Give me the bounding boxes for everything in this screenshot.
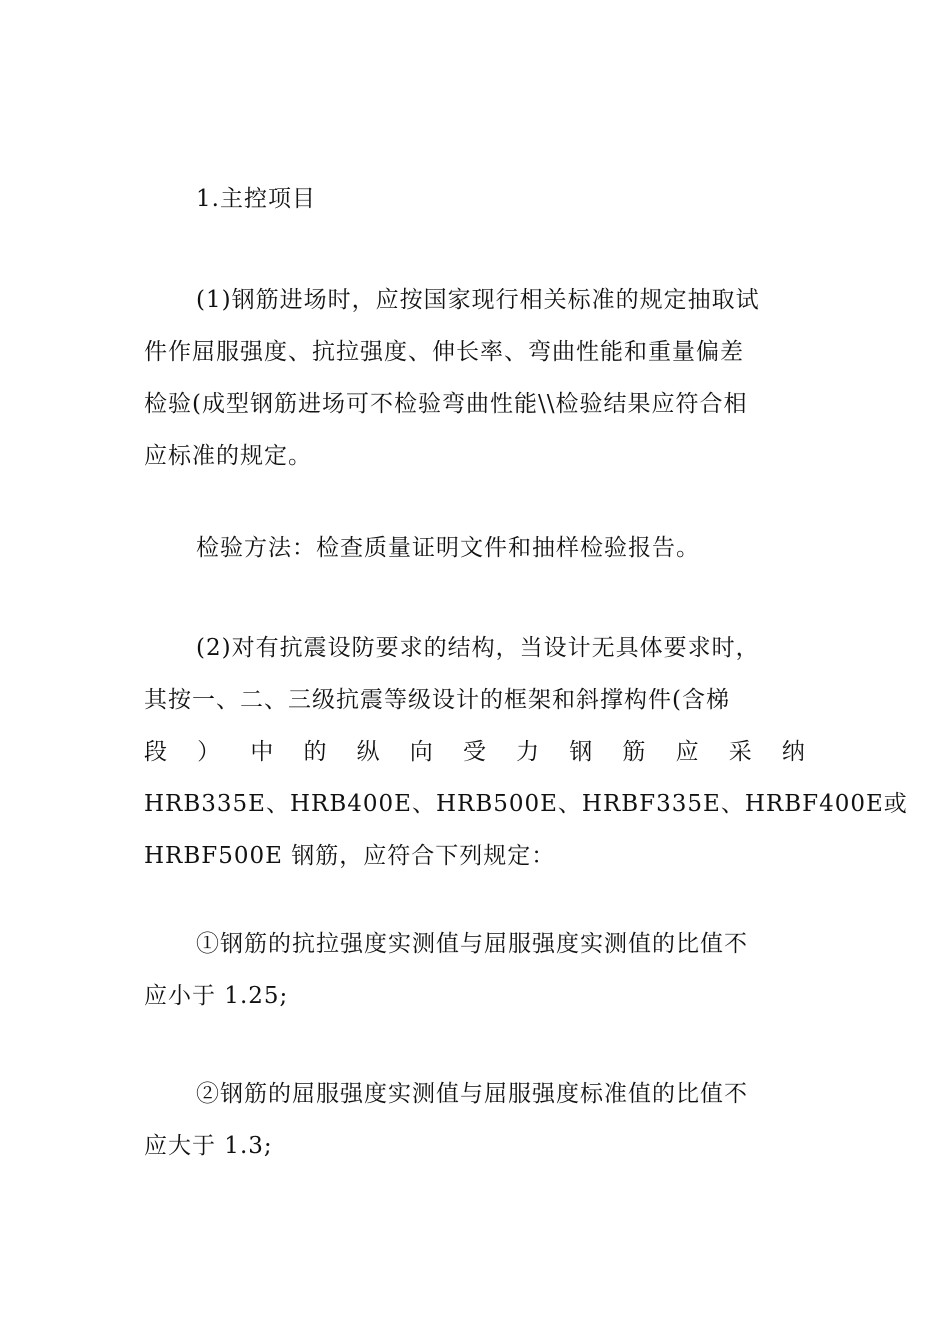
spread-char: 段 [144, 739, 168, 765]
spread-char: 受 [462, 739, 487, 765]
paragraph-line: 检验(成型钢筋进场可不检验弯曲性能\\检验结果应符合相 [144, 391, 748, 417]
grade-token: 或 [883, 791, 908, 817]
spread-char: 应 [675, 739, 700, 765]
section-heading [144, 173, 806, 225]
spread-char: 采 [728, 739, 753, 765]
paragraph-line: ②钢筋的屈服强度实测值与屈服强度标准值的比值不 [196, 1081, 748, 1107]
grade-token: HRB335E [144, 791, 266, 817]
paragraph-line: 件作屈服强度、抗拉强度、伸长率、弯曲性能和重量偏差 [144, 339, 744, 365]
spread-char: 向 [409, 739, 434, 765]
paragraph-line: 应标准的规定。 [144, 443, 312, 469]
paragraph-line: ①钢筋的抗拉强度实测值与屈服强度实测值的比值不 [196, 931, 748, 957]
grade-token: HRB500E [435, 791, 558, 817]
spread-char: 中 [250, 739, 275, 765]
paragraph-line-spread [144, 726, 806, 778]
spread-char: 钢 [569, 739, 594, 765]
paragraph-1 [144, 274, 806, 482]
paragraph-line: (1)钢筋进场时，应按国家现行相关标准的规定抽取试 [196, 287, 760, 313]
paragraph-item-1 [144, 918, 806, 1022]
paragraph-line: 应大于 1.3; [144, 1133, 273, 1159]
paragraph-line: 其按一、二、三级抗震等级设计的框架和斜撑构件(含梯 [144, 687, 730, 713]
spread-char: 的 [303, 739, 328, 765]
spread-char: 力 [516, 739, 541, 765]
grade-token: HRBF335E [581, 791, 721, 817]
grade-token: HRBF400E [744, 791, 884, 817]
paragraph-line: 检验方法：检查质量证明文件和抽样检验报告。 [196, 535, 700, 561]
grade-token: 、 [411, 791, 436, 817]
spread-char: 纳 [781, 739, 806, 765]
spread-char: ） [197, 739, 222, 765]
paragraph-line: 应小于 1.25; [144, 983, 289, 1009]
spread-char: 纵 [356, 739, 381, 765]
grade-token: 、 [720, 791, 745, 817]
paragraph-line: HRBF500E 钢筋，应符合下列规定： [144, 843, 556, 869]
spread-char: 筋 [622, 739, 647, 765]
paragraph-line: (2)对有抗震设防要求的结构，当设计无具体要求时， [196, 635, 760, 661]
grade-token: HRB400E [289, 791, 412, 817]
heading-text: 1.主控项目 [196, 186, 316, 212]
grade-token: 、 [557, 791, 582, 817]
grade-token: 、 [265, 791, 290, 817]
paragraph-inspection-method [144, 522, 806, 574]
paragraph-2 [144, 622, 908, 882]
paragraph-item-2 [144, 1068, 806, 1172]
paragraph-line-grades [144, 778, 908, 830]
